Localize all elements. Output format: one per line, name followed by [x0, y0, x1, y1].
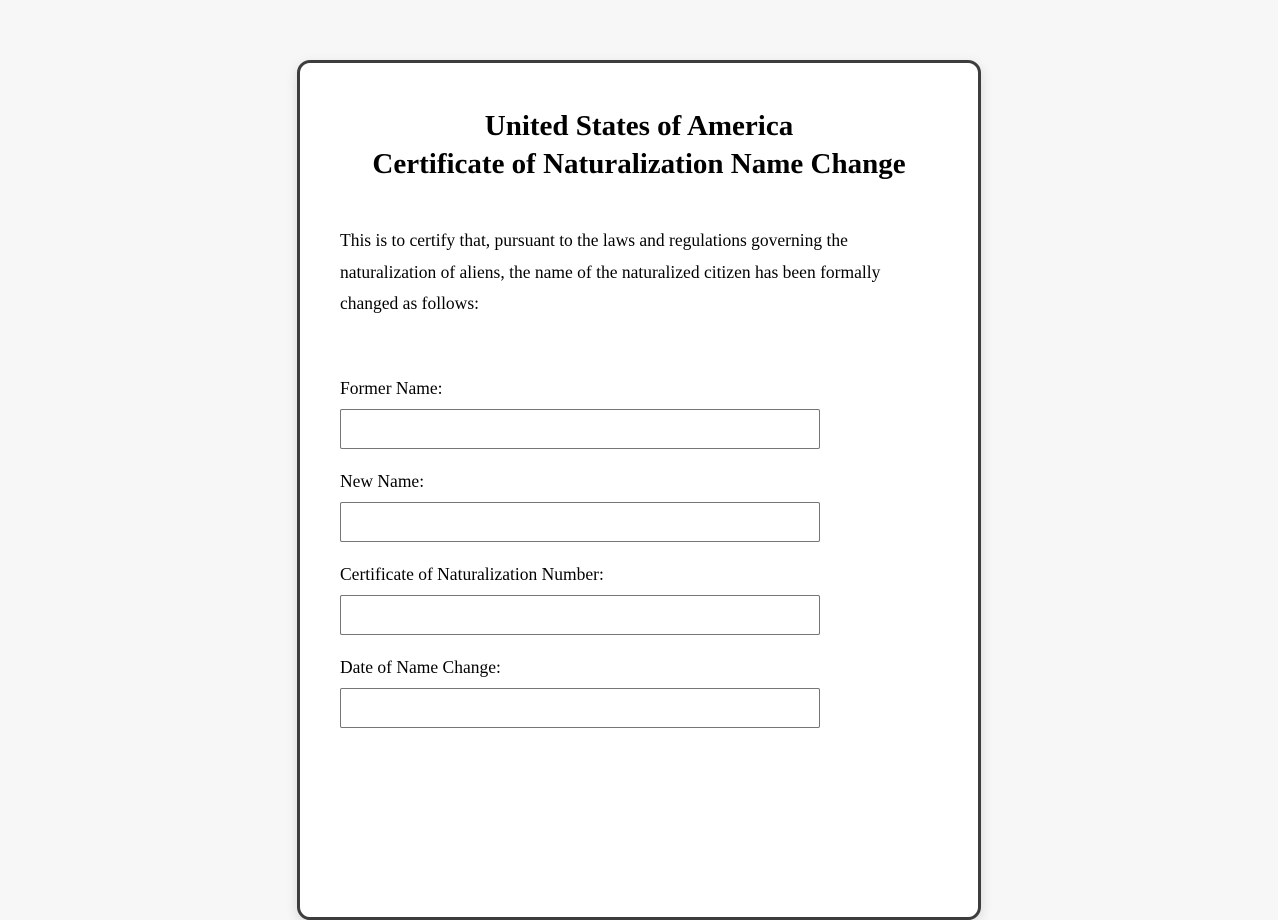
new-name-field	[340, 471, 938, 542]
page-title	[340, 107, 938, 183]
new-name-label: New Name:	[340, 470, 425, 491]
new-name-input[interactable]	[340, 502, 820, 542]
date-of-name-change-field	[340, 657, 938, 728]
former-name-input[interactable]	[340, 409, 820, 449]
certificate-card	[297, 60, 981, 920]
certificate-of-naturalization-number-field	[340, 564, 938, 635]
former-name-field	[340, 378, 938, 449]
date-of-name-change-input[interactable]	[340, 688, 820, 728]
certificate-of-naturalization-number-input[interactable]	[340, 595, 820, 635]
date-of-name-change-label: Date of Name Change:	[340, 656, 501, 677]
former-name-label: Former Name:	[340, 377, 443, 398]
page-title-line2: Certificate of Naturalization Name Change	[372, 148, 906, 180]
certificate-of-naturalization-number-label: Certificate of Naturalization Number:	[340, 563, 604, 584]
page-title-line1: United States of America	[484, 110, 794, 142]
intro-paragraph: This is to certify that, pursuant to the laws and regulations governing the naturalization of aliens, the name of the naturalized citizen has been formally changed as follows:	[340, 230, 881, 313]
name-change-form	[340, 378, 938, 728]
